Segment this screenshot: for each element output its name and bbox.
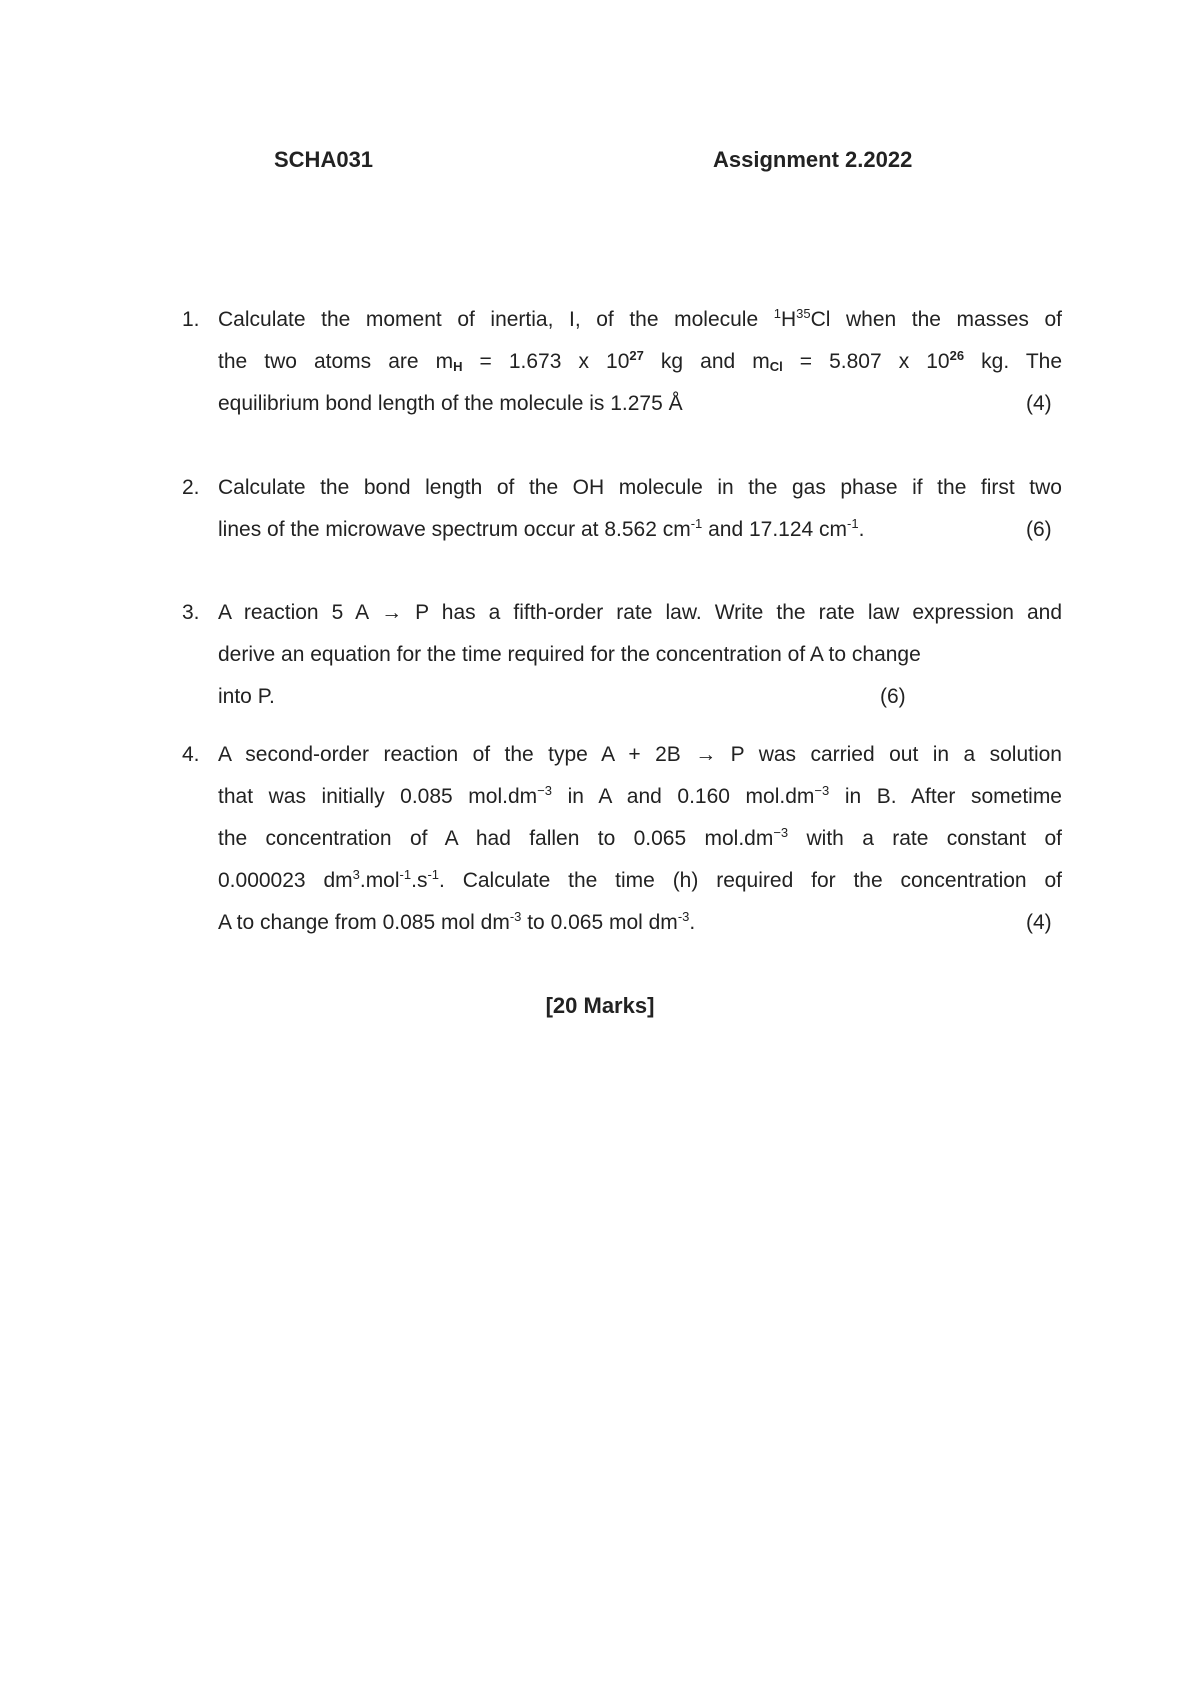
question-line: into P. (6) bbox=[218, 676, 1062, 718]
question-marks: (4) bbox=[1026, 911, 1052, 934]
question-line: A second-order reaction of the type A + 2B → P was carried out in a solution bbox=[218, 743, 1062, 766]
assignment-title: Assignment 2.2022 bbox=[713, 147, 913, 172]
question-2 bbox=[182, 467, 1062, 551]
question-4 bbox=[182, 734, 1062, 944]
question-line: equilibrium bond length of the molecule is 1.275 Å (4) bbox=[218, 383, 1062, 425]
question-line: Calculate the moment of inertia, I, of the molecule $^1H^{35}Cl$ when the masses of bbox=[218, 306, 1062, 331]
question-line: the two atoms are $m_H = 1.673$ x $10^{27}$ kg and $m_{Cl} = 5.807$ x $10^{26}$ kg. The bbox=[218, 348, 1063, 374]
question-number: 4. bbox=[182, 743, 200, 766]
question-number: 2. bbox=[182, 476, 200, 499]
question-line: the concentration of A had fallen to 0.065 $mol.dm^{-3}$ with a rate constant of bbox=[218, 825, 1062, 850]
question-line: A to change from 0.085 mol $dm^{-3}$ to 0.065 mol $dm^{-3}$. (4) bbox=[218, 902, 1062, 944]
question-line: lines of the microwave spectrum occur at 8.562 $cm^{-1}$ and 17.124 $cm^{-1}$. (6) bbox=[218, 509, 1062, 551]
question-line: A reaction 5 A → P has a fifth-order rate law. Write the rate law expression and bbox=[218, 601, 1062, 624]
question-number: 3. bbox=[182, 601, 200, 624]
course-code: SCHA031 bbox=[274, 147, 374, 172]
question-1 bbox=[182, 299, 1062, 425]
question-marks: (6) bbox=[880, 685, 906, 708]
question-line: Calculate the bond length of the OH molecule in the gas phase if the first two bbox=[218, 476, 1062, 499]
question-line: that was initially 0.085 $mol.dm^{-3}$ in A and 0.160 $mol.dm^{-3}$ in B. After sometime bbox=[218, 783, 1062, 808]
question-line: 0.000023 $dm^3.mol^{-1}.s^{-1}$. Calculate the time (h) required for the concentration of bbox=[218, 867, 1062, 892]
total-marks: [20 Marks] bbox=[545, 993, 655, 1018]
question-line: derive an equation for the time required for the concentration of A to change bbox=[218, 643, 921, 666]
question-3 bbox=[182, 592, 1062, 718]
question-marks: (6) bbox=[1026, 518, 1052, 541]
question-number: 1. bbox=[182, 308, 200, 331]
question-marks: (4) bbox=[1026, 392, 1052, 415]
